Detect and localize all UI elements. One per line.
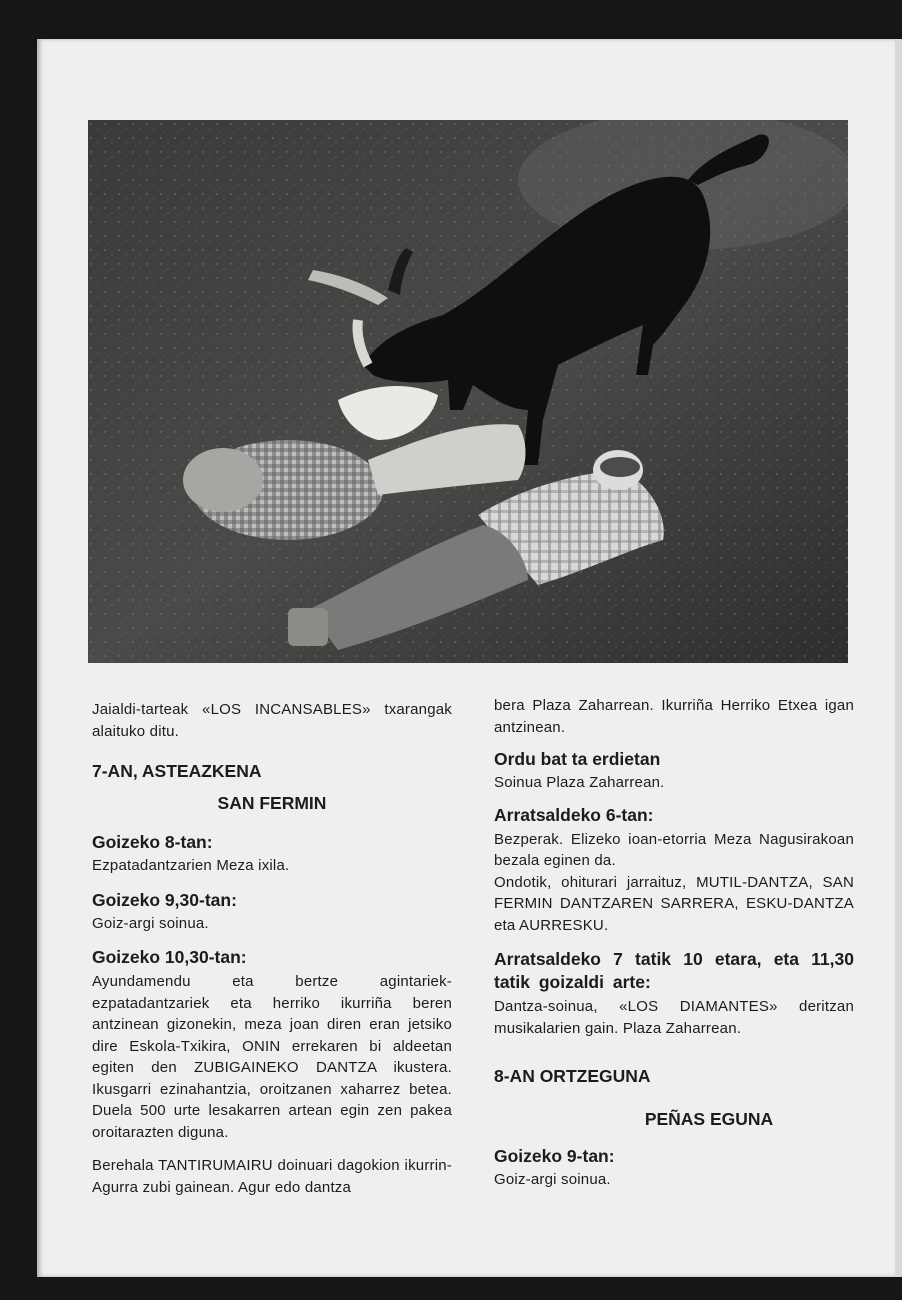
day8-title: 8-AN ORTZEGUNA [494, 1066, 651, 1086]
intro-paragraph: Jaialdi-tarteak «LOS INCANSABLES» txarangak alaituko ditu. [92, 701, 452, 740]
text-tantirumairu: Berehala TANTIRUMAIRU doinuari dagokion ikurrin-Agurra zubi gainean. Agur edo dantza [92, 1157, 452, 1196]
heading-8: Goizeko 8-tan: [92, 832, 213, 852]
text-6b: Ondotik, ohiturari jarraituz, MUTIL-DANTZA, SAN FERMIN DANTZAREN SARRERA, ESKU-DANTZA eta AURRESKU. [494, 873, 854, 934]
day8-subtitle: PEÑAS EGUNA [644, 1109, 774, 1129]
bull-photo-icon [88, 120, 848, 663]
heading-1030: Goizeko 10,30-tan: [92, 947, 247, 967]
text-8: Ezpatadantzarien Meza ixila. [92, 857, 290, 874]
day7-subtitle: SAN FERMIN [217, 793, 327, 813]
heading-ordu: Ordu bat ta erdietan [494, 749, 661, 769]
heading-9: Goizeko 9-tan: [494, 1146, 615, 1166]
left-column [92, 699, 452, 1198]
text-ordu: Soinua Plaza Zaharrean. [494, 774, 665, 791]
heading-930: Goizeko 9,30-tan: [92, 889, 237, 910]
text-1030: Ayundamendu eta bertze agintariek-ezpatadantzariek eta herriko ikurriña beren antzinean gizonekin, meza joan diren eran jetsiko dire Eskola-Txikira, ONIN errekaren bi aldeetan egiten den ZUBIGAINEKO DANTZA ikustera. Ikusgarri ezinahantzia, oroitzanen xaharrez betea. Duela 500 urte lesakarren artean egin zen pakea oroitarazten diguna. [92, 973, 452, 1141]
text-7: Dantza-soinua, «LOS DIAMANTES» deritzan musikalarien gain. Plaza Zaharrean. [494, 998, 854, 1037]
text-6: Bezperak. Elizeko ioan-etorria Meza Nagusirakoan bezala eginen da. [494, 830, 854, 869]
adjacent-page-edge [895, 39, 902, 1277]
text-930: Goiz-argi soinua. [92, 914, 209, 932]
booklet-page [37, 39, 895, 1277]
right-column [494, 695, 854, 1191]
bull-photo [88, 120, 848, 663]
continued-paragraph: bera Plaza Zaharrean. Ikurriña Herriko Etxea igan antzinean. [494, 697, 854, 736]
heading-6: Arratsaldeko 6-tan: [494, 804, 654, 825]
day7-title: 7-AN, ASTEAZKENA [92, 761, 262, 781]
text-9: Goiz-argi soinua. [494, 1171, 611, 1188]
heading-7: Arratsaldeko 7 tatik 10 etara, eta 11,30 tatik goizaldi arte: [494, 949, 854, 992]
